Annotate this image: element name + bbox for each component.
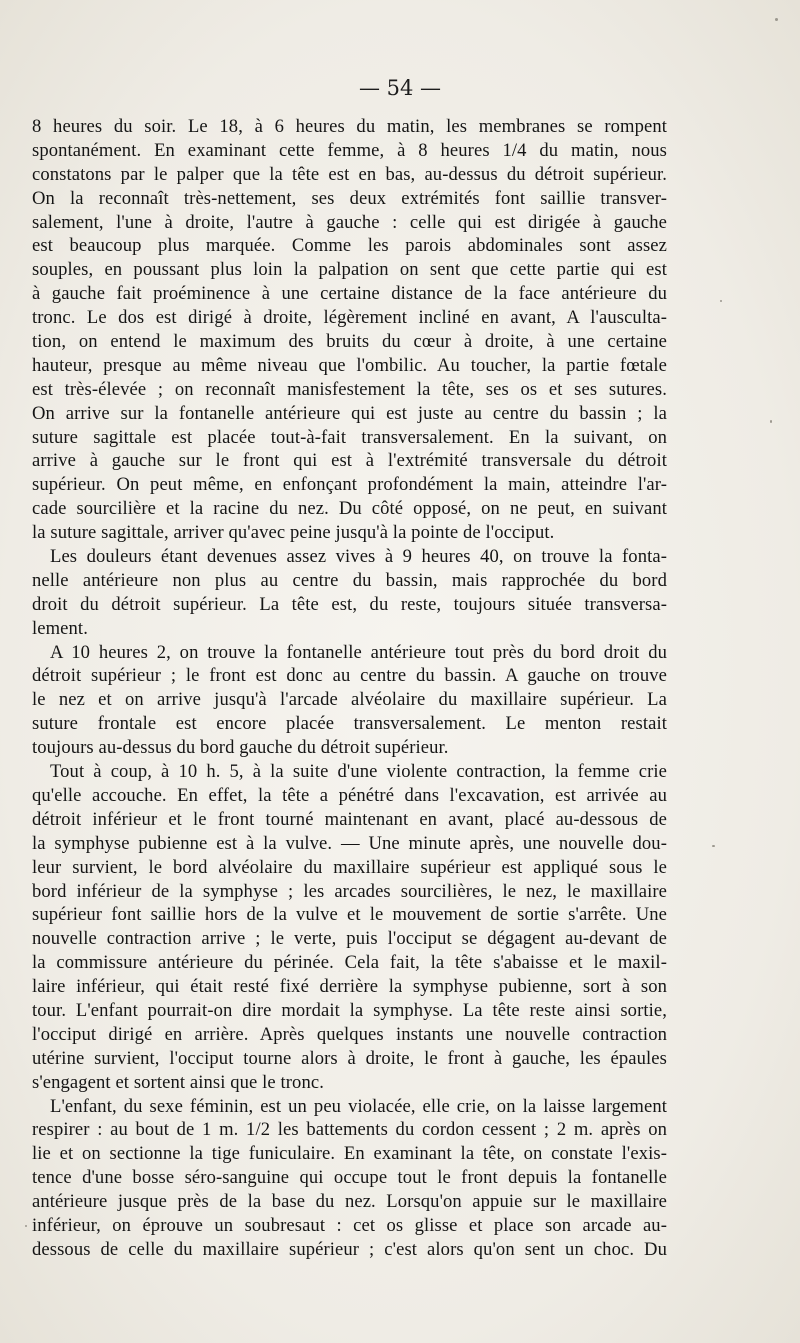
text-line: tence d'une bosse séro-sanguine qui occupe tout le front depuis la fontanelle bbox=[32, 1167, 667, 1189]
text-line: la commissure antérieure du périnée. Cela fait, la tête s'abaisse et le maxil- bbox=[32, 952, 667, 974]
paragraph-1 bbox=[32, 115, 667, 545]
text-line: spontanément. En examinant cette femme, à 8 heures 1/4 du matin, nous bbox=[32, 139, 667, 161]
text-line: nelle antérieure non plus au centre du bassin, mais rapprochée du bord bbox=[32, 569, 667, 591]
body-text bbox=[32, 115, 667, 1262]
text-line: lie et on sectionne la tige funiculaire. En examinant la tête, on constate l'exis- bbox=[32, 1143, 667, 1165]
paragraph-3 bbox=[32, 641, 667, 760]
text-line: supérieur font saillie hors de la vulve et le mouvement de sortie s'arrête. Une bbox=[32, 904, 667, 926]
text-line: est très-élevée ; on reconnaît manisfestement la tête, ses os et ses sutures. bbox=[32, 378, 667, 400]
text-line: est beaucoup plus marquée. Comme les parois abdominales sont assez bbox=[32, 235, 667, 257]
text-line: salement, l'une à droite, l'autre à gauche : celle qui est dirigée à gauche bbox=[32, 211, 667, 233]
text-line: arrive à gauche sur le front qui est à l'extrémité transversale du détroit bbox=[32, 450, 667, 472]
text-line: toujours au-dessus du bord gauche du détroit supérieur. bbox=[32, 737, 449, 759]
paper-speck bbox=[770, 420, 772, 423]
text-line: tronc. Le dos est dirigé à droite, légèrement incliné en avant, A l'ausculta- bbox=[32, 307, 667, 329]
text-line: à gauche fait proéminence à une certaine distance de la face antérieure du bbox=[32, 283, 667, 305]
text-line: utérine survient, l'occiput tourne alors à droite, le front à gauche, les épaules bbox=[32, 1047, 667, 1069]
text-line: la symphyse pubienne est à la vulve. — Une minute après, une nouvelle dou- bbox=[32, 832, 667, 854]
text-line: L'enfant, du sexe féminin, est un peu violacée, elle crie, on la laisse largement bbox=[50, 1095, 667, 1117]
text-line: antérieure jusque près de la base du nez. Lorsqu'on appuie sur le maxillaire bbox=[32, 1191, 667, 1213]
text-line: supérieur. On peut même, en enfonçant profondément la main, atteindre l'ar- bbox=[32, 474, 667, 496]
paragraph-4 bbox=[32, 760, 667, 1094]
text-line: laire inférieur, qui était resté fixé derrière la symphyse pubienne, sort à son bbox=[32, 976, 667, 998]
paragraph-5 bbox=[32, 1095, 667, 1262]
text-line: tion, on entend le maximum des bruits du cœur à droite, à une certaine bbox=[32, 331, 667, 353]
text-line: 8 heures du soir. Le 18, à 6 heures du matin, les membranes se rompent bbox=[32, 116, 667, 137]
paper-speck bbox=[720, 300, 722, 302]
text-line: A 10 heures 2, on trouve la fontanelle antérieure tout près du bord droit du bbox=[50, 641, 667, 663]
text-line: la suture sagittale, arriver qu'avec peine jusqu'à la pointe de l'occiput. bbox=[32, 522, 555, 544]
text-line: suture sagittale est placée tout-à-fait transversalement. En la suivant, on bbox=[32, 426, 667, 448]
text-line: s'engagent et sortent ainsi que le tronc. bbox=[32, 1071, 324, 1093]
text-line: bord inférieur de la symphyse ; les arcades sourcilières, le nez, le maxillaire bbox=[32, 880, 667, 902]
text-line: cade sourcilière et la racine du nez. Du côté opposé, on ne peut, en suivant bbox=[32, 498, 667, 520]
text-line: hauteur, presque au même niveau que l'ombilic. Au toucher, la partie fœtale bbox=[32, 354, 667, 376]
text-line: l'occiput dirigé en arrière. Après quelques instants une nouvelle contraction bbox=[32, 1023, 667, 1045]
text-line: Tout à coup, à 10 h. 5, à la suite d'une violente contraction, la femme crie bbox=[50, 761, 667, 783]
paper-speck bbox=[775, 18, 778, 21]
text-line: nouvelle contraction arrive ; le verte, puis l'occiput se dégagent au-devant de bbox=[32, 928, 667, 950]
text-line: lement. bbox=[32, 617, 88, 639]
page-number: — 54 — bbox=[358, 76, 442, 100]
text-line: droit du détroit supérieur. La tête est, du reste, toujours située transversa- bbox=[32, 593, 667, 615]
text-line: suture frontale est encore placée transversalement. Le menton restait bbox=[32, 713, 667, 735]
text-line: le nez et on arrive jusqu'à l'arcade alvéolaire du maxillaire supérieur. La bbox=[32, 689, 667, 711]
paper-speck bbox=[25, 1225, 27, 1227]
text-line: respirer : au bout de 1 m. 1/2 les battements du cordon cessent ; 2 m. après on bbox=[32, 1119, 667, 1141]
paragraph-2 bbox=[32, 545, 667, 641]
text-line: qu'elle accouche. En effet, la tête a pénétré dans l'excavation, est arrivée au bbox=[32, 784, 667, 806]
text-line: tour. L'enfant pourrait-on dire mordait la symphyse. La tête reste ainsi sortie, bbox=[32, 999, 667, 1021]
paper-speck bbox=[712, 845, 715, 847]
text-line: constatons par le palper que la tête est en bas, au-dessus du détroit supérieur. bbox=[32, 163, 667, 185]
text-line: détroit inférieur et le front tourné maintenant en avant, placé au-dessous de bbox=[32, 808, 667, 830]
text-line: dessous de celle du maxillaire supérieur ; c'est alors qu'on sent un choc. Du bbox=[32, 1238, 667, 1260]
text-line: On la reconnaît très-nettement, ses deux extrémités font saillie transver- bbox=[32, 187, 667, 209]
text-line: souples, en poussant plus loin la palpation on sent que cette partie qui est bbox=[32, 259, 667, 281]
text-line: On arrive sur la fontanelle antérieure qui est juste au centre du bassin ; la bbox=[32, 402, 667, 424]
text-line: inférieur, on éprouve un soubresaut : cet os glisse et place son arcade au- bbox=[32, 1214, 667, 1236]
text-line: leur survient, le bord alvéolaire du maxillaire supérieur est appliqué sous le bbox=[32, 856, 667, 878]
text-line: détroit supérieur ; le front est donc au centre du bassin. A gauche on trouve bbox=[32, 665, 667, 687]
text-line: Les douleurs étant devenues assez vives à 9 heures 40, on trouve la fonta- bbox=[50, 546, 667, 568]
